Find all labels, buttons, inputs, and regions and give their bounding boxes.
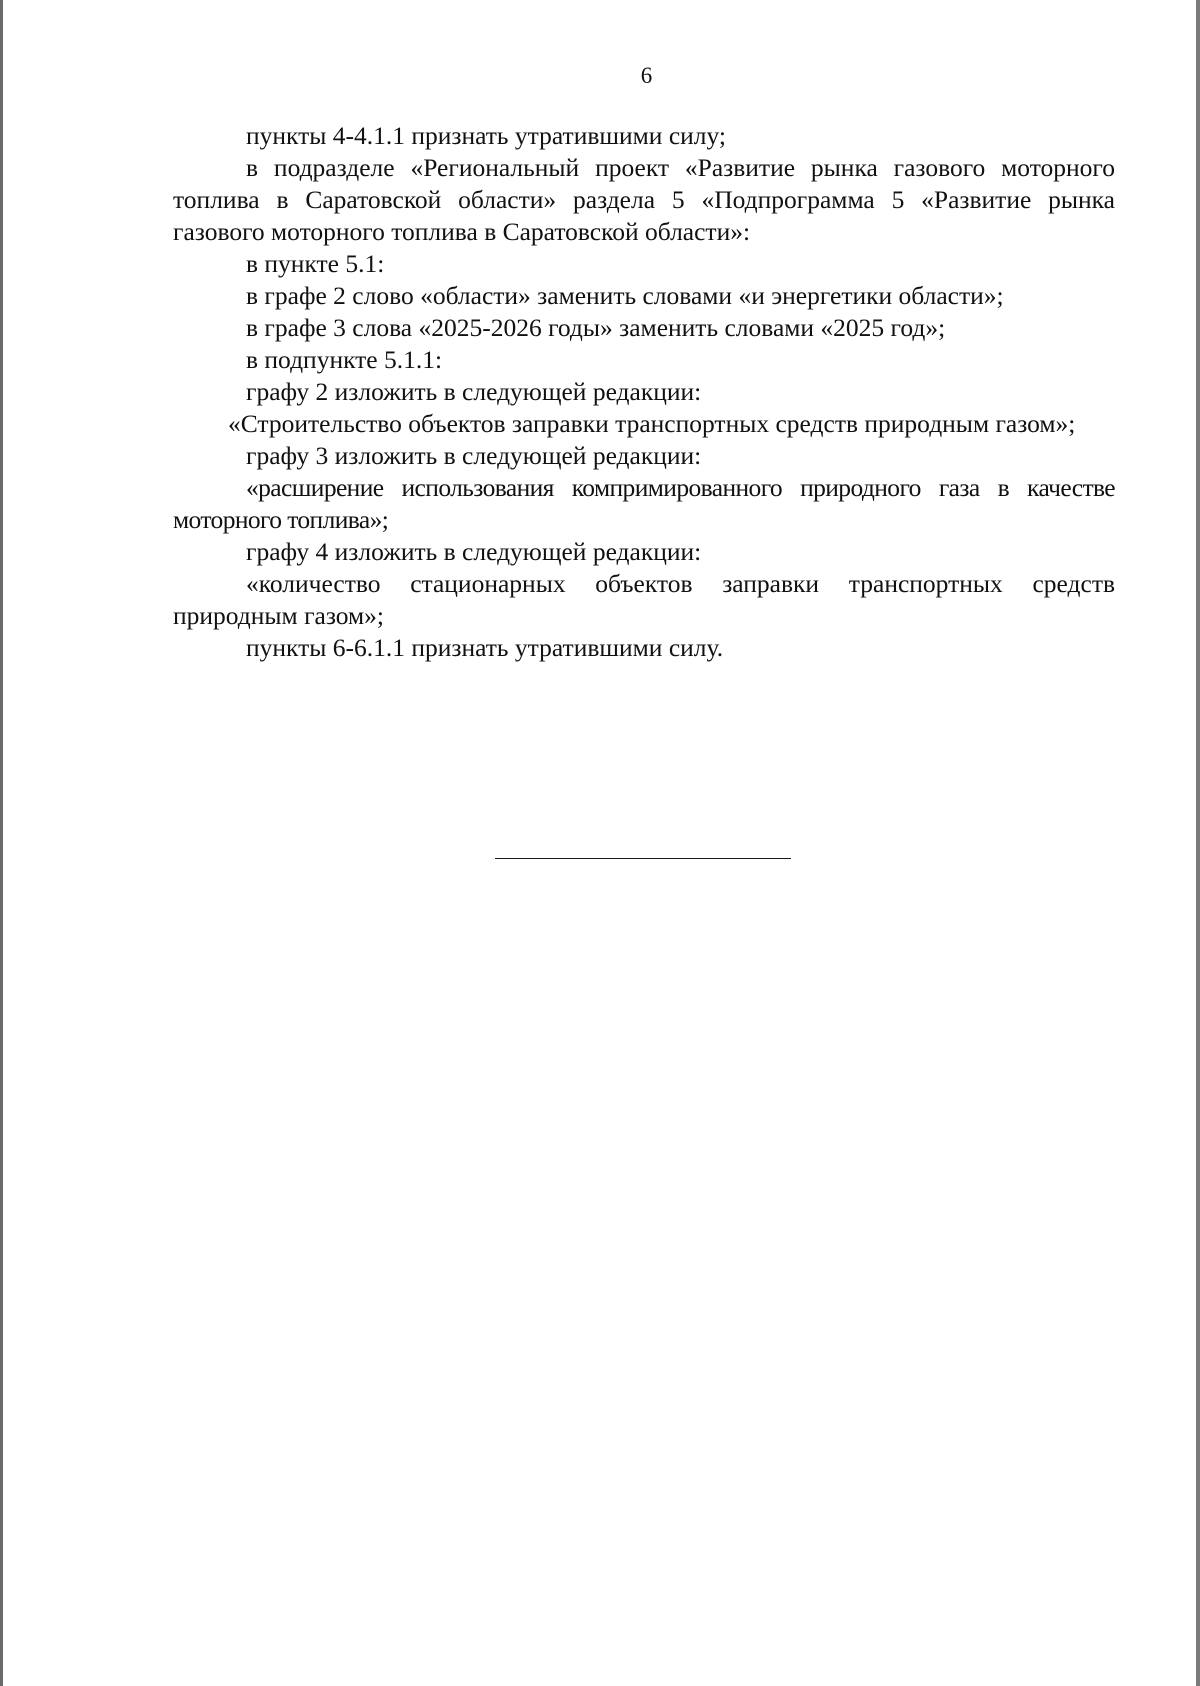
paragraph-2: в подразделе «Региональный проект «Развитие рынка газового моторного топлива в Саратовской области» раздела 5 «Подпрограмма 5 «Развитие рынка газового моторного топлива в Саратовской области»: bbox=[173, 153, 1115, 246]
paragraph-9: графу 3 изложить в следующей редакции: bbox=[246, 441, 702, 470]
paragraph-7: графу 2 изложить в следующей редакции: bbox=[246, 377, 702, 406]
paragraph-3: в пункте 5.1: bbox=[246, 249, 385, 278]
paragraph-1: пункты 4-4.1.1 признать утратившими силу; bbox=[246, 121, 727, 150]
paragraph-6: в подпункте 5.1.1: bbox=[246, 345, 443, 374]
paragraph-5: в графе 3 слова «2025-2026 годы» заменить словами «2025 год»; bbox=[246, 313, 946, 342]
paragraph-10: «расширение использования компримированного природного газа в качестве моторного топлива»; bbox=[173, 473, 1115, 534]
scan-edge-right bbox=[1196, 0, 1200, 1686]
document-body bbox=[173, 120, 1115, 664]
page-number: 6 bbox=[640, 63, 653, 88]
paragraph-8: «Строительство объектов заправки транспортных средств природным газом»; bbox=[228, 409, 1076, 438]
paragraph-12: «количество стационарных объектов заправки транспортных средств природным газом»; bbox=[173, 569, 1115, 630]
paragraph-4: в графе 2 слово «области» заменить словами «и энергетики области»; bbox=[246, 281, 1004, 310]
paragraph-11: графу 4 изложить в следующей редакции: bbox=[246, 537, 702, 566]
scan-edge-left bbox=[0, 0, 3, 1686]
closing-rule bbox=[495, 858, 791, 859]
paragraph-13: пункты 6-6.1.1 признать утратившими силу. bbox=[246, 633, 724, 662]
